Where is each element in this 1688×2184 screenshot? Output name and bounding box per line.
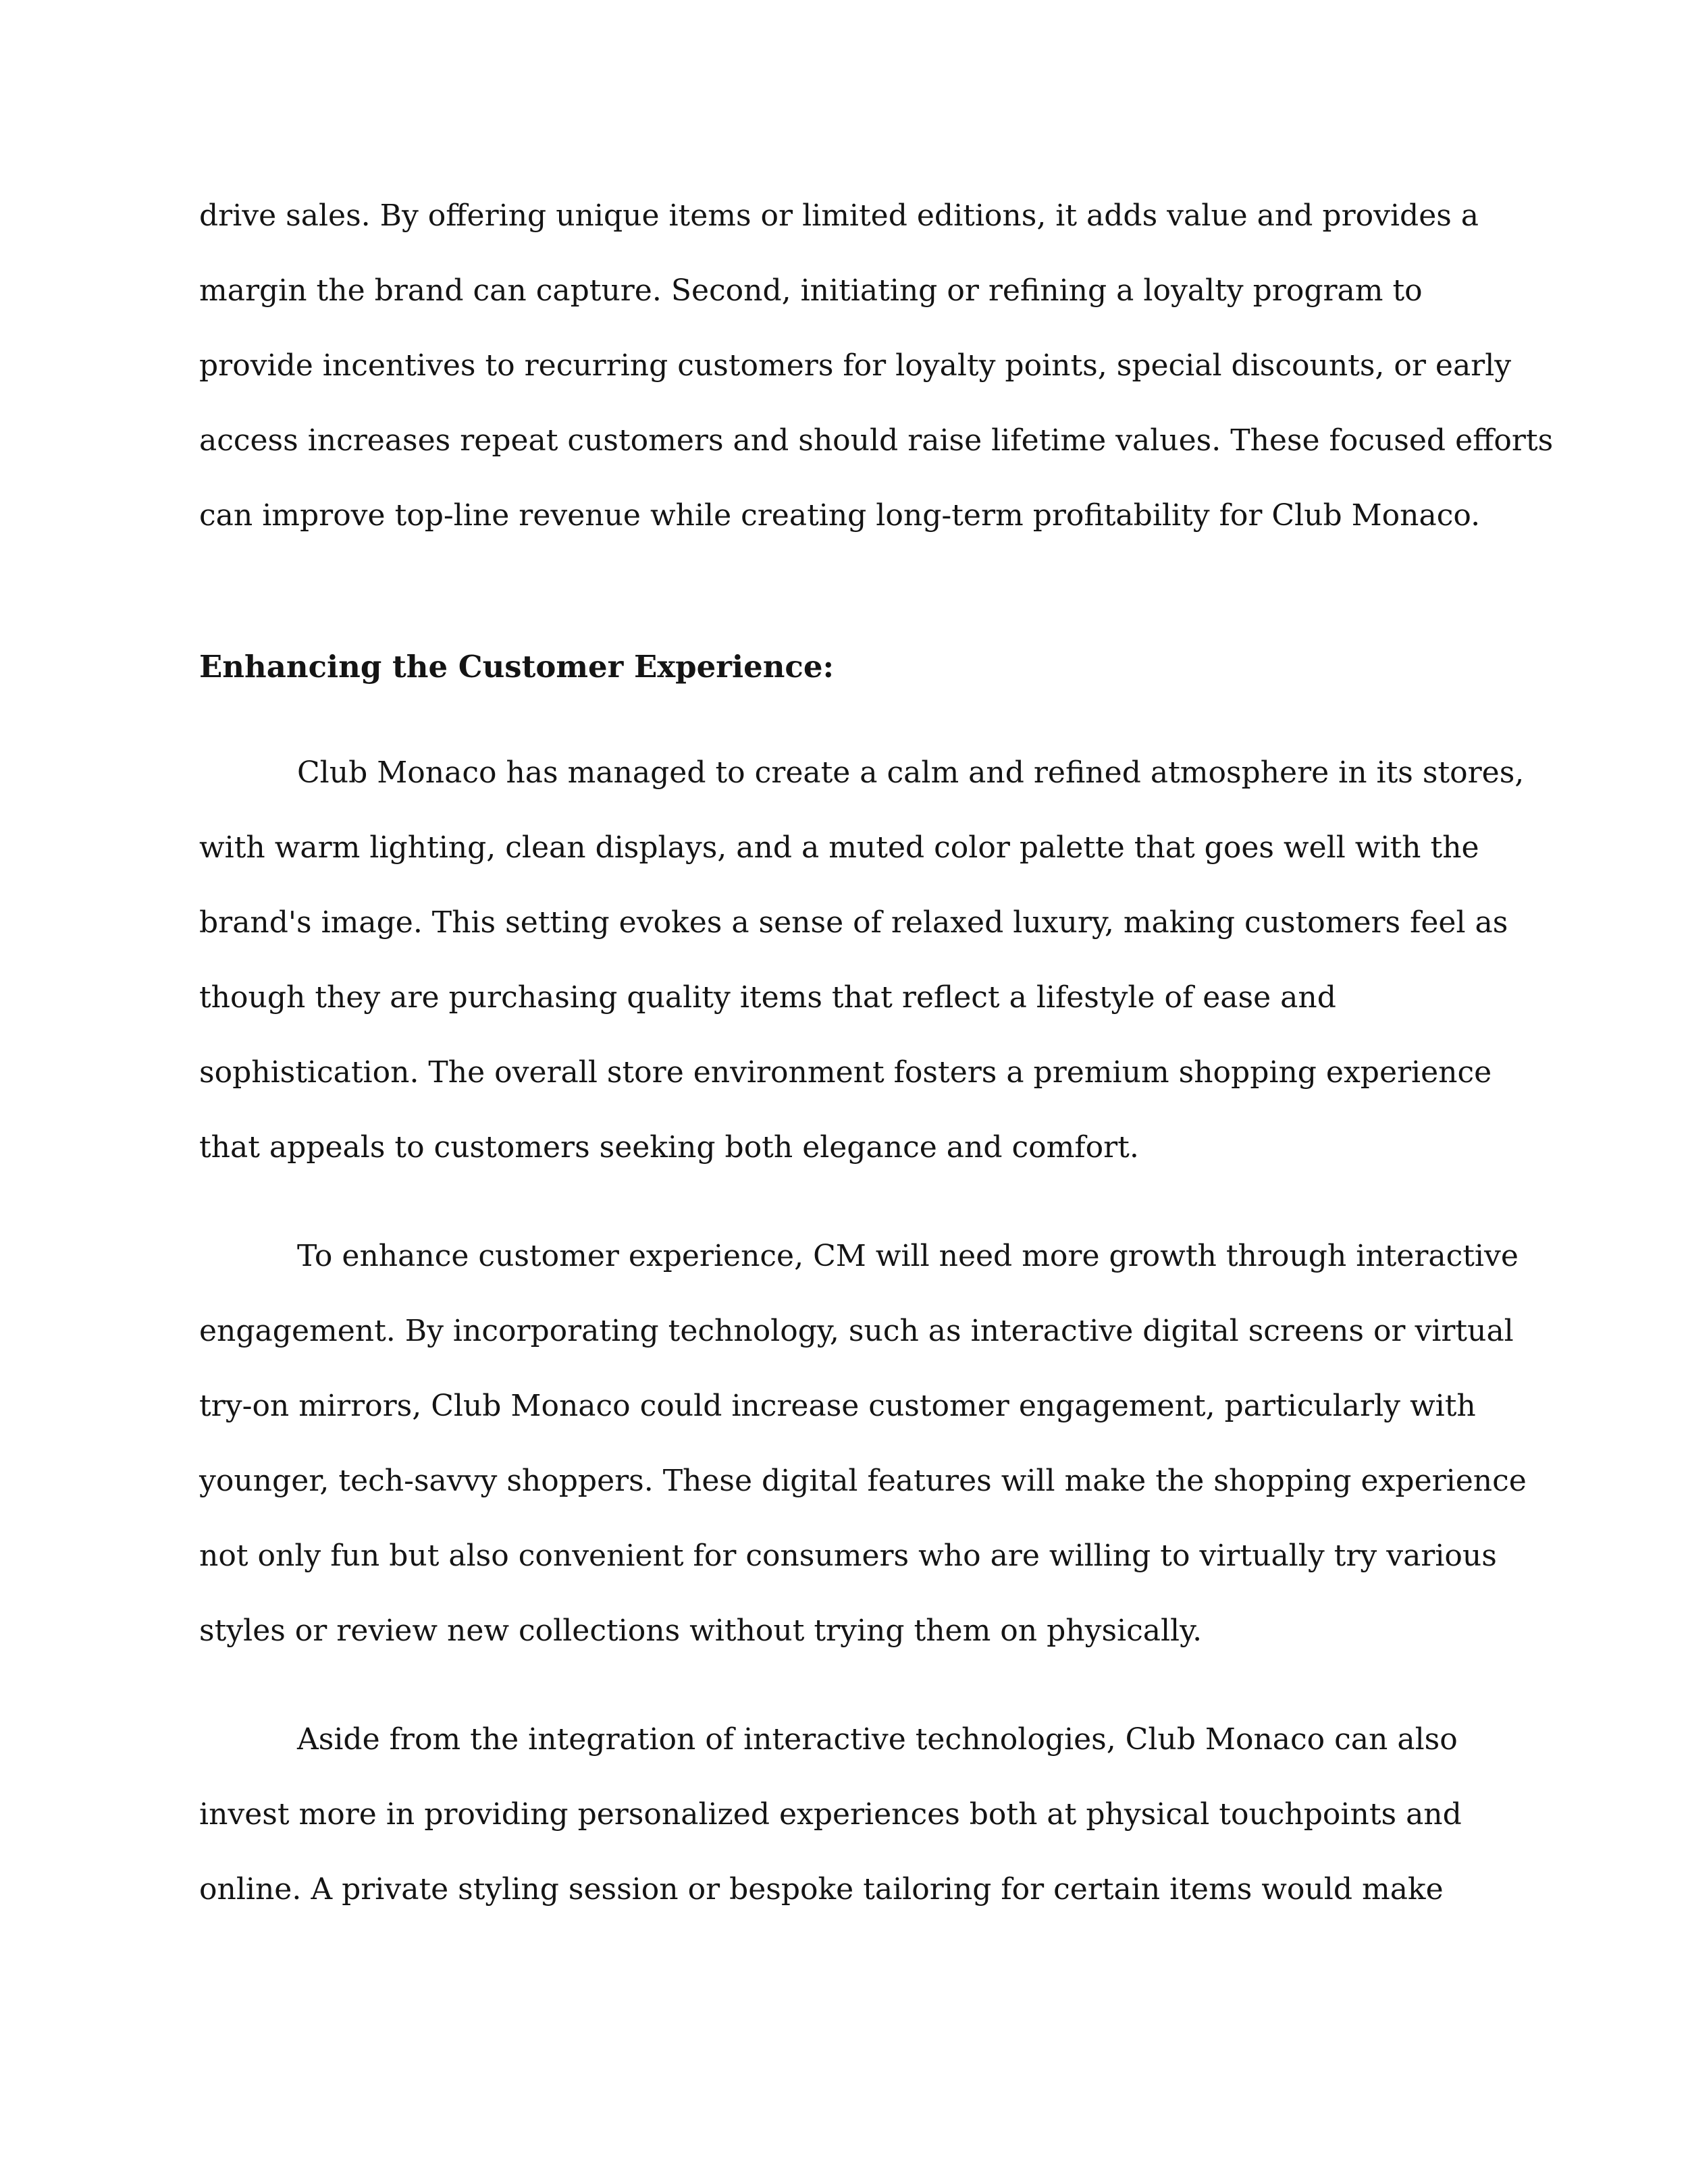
text-line: Club Monaco has managed to create a calm and refined atmosphere in its stores, [297,755,1525,790]
text-line: though they are purchasing quality items that reflect a lifestyle of ease and [199,980,1336,1015]
text-line: invest more in providing personalized experiences both at physical touchpoints and [199,1797,1462,1832]
text-line: styles or review new collections without trying them on physically. [199,1614,1203,1648]
text-line: engagement. By incorporating technology, such as interactive digital screens or virtual [199,1314,1514,1348]
text-line: provide incentives to recurring customers for loyalty points, special discounts, or early [199,348,1512,383]
text-line: brand's image. This setting evokes a sense of relaxed luxury, making customers feel as [199,905,1508,940]
text-line: margin the brand can capture. Second, initiating or refining a loyalty program to [199,273,1423,308]
text-line: try-on mirrors, Club Monaco could increase customer engagement, particularly with [199,1389,1476,1423]
text-line: online. A private styling session or bespoke tailoring for certain items would make [199,1872,1444,1907]
section-heading: Enhancing the Customer Experience: [199,649,835,685]
text-line: sophistication. The overall store environment fosters a premium shopping experience [199,1055,1492,1090]
text-line: access increases repeat customers and should raise lifetime values. These focused efforts [199,423,1554,458]
text-line: Aside from the integration of interactive technologies, Club Monaco can also [297,1722,1458,1757]
text-line: drive sales. By offering unique items or limited editions, it adds value and provides a [199,198,1479,233]
text-line: can improve top-line revenue while creating long-term profitability for Club Monaco. [199,498,1481,533]
text-line: not only fun but also convenient for consumers who are willing to virtually try various [199,1539,1497,1573]
text-line: with warm lighting, clean displays, and a muted color palette that goes well with the [199,830,1479,865]
text-line: To enhance customer experience, CM will need more growth through interactive [297,1239,1519,1273]
text-line: younger, tech-savvy shoppers. These digital features will make the shopping experience [199,1464,1527,1498]
text-line: that appeals to customers seeking both elegance and comfort. [199,1130,1139,1165]
